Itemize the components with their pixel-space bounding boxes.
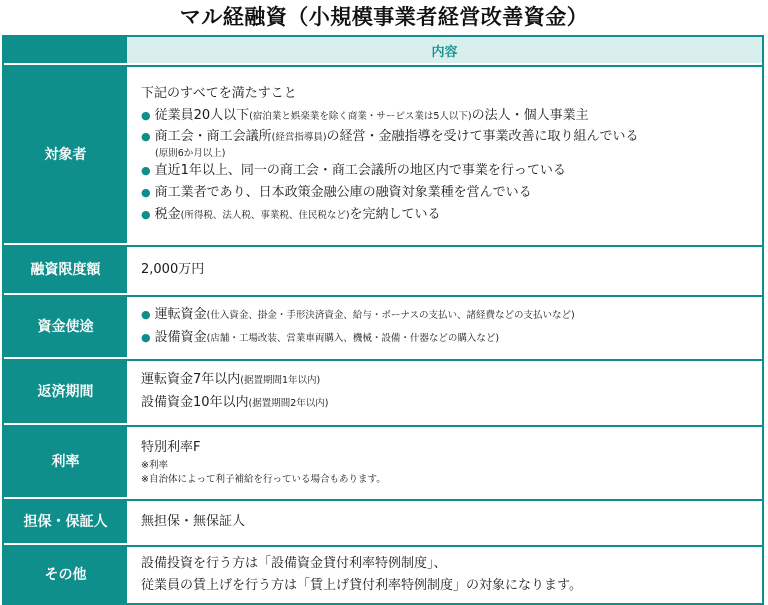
- bullet-icon: ●: [141, 186, 151, 199]
- bullet-icon: ●: [141, 308, 151, 321]
- row-label-limit: 融資限度額: [4, 245, 127, 293]
- row-value-limit: [127, 245, 762, 293]
- row-value-other: [127, 545, 762, 603]
- row-label-usage: 資金使途: [4, 295, 127, 357]
- row-value-rate: [127, 425, 762, 497]
- bullet-icon: ●: [141, 331, 151, 344]
- list-item: ● 商工業者であり、日本政策金融公庫の融資対象業種を営んでいる: [141, 185, 532, 200]
- row-label-rate: 利率: [4, 425, 127, 497]
- row-value-target: [127, 65, 762, 243]
- bullet-icon: ●: [141, 109, 151, 122]
- row-value-usage: [127, 295, 762, 357]
- table-row-target: [4, 63, 762, 243]
- table-row-other: [4, 543, 762, 603]
- bullet-icon: ●: [141, 130, 151, 143]
- table-row-repayment: [4, 357, 762, 423]
- table-header-row: [4, 37, 762, 63]
- list-item: ● 直近1年以上、同一の商工会・商工会議所の地区内で事業を行っている: [141, 163, 566, 178]
- other-line: 従業員の賃上げを行う方は「賃上げ貸付利率特例制度」の対象になります。: [141, 578, 582, 593]
- rate-note: ※利率: [141, 460, 168, 471]
- page-title: マル経融資（小規模事業者経営改善資金）: [179, 5, 589, 29]
- list-item-subnote: (原則6か月以上): [155, 148, 226, 159]
- list-item: ● 運転資金(仕入資金、掛金・手形決済資金、給与・ボーナスの支払い、諸経費などの支払いなど): [141, 307, 575, 322]
- content-header-label: 内容: [431, 44, 458, 60]
- table-row-usage: [4, 293, 762, 357]
- table-row-rate: [4, 423, 762, 497]
- row-value-repayment: [127, 359, 762, 423]
- row-label-target: 対象者: [4, 65, 127, 243]
- bullet-icon: ●: [141, 208, 151, 221]
- repayment-line: 設備資金10年以内(据置期間2年以内): [141, 395, 329, 410]
- row-label-guarantee: 担保・保証人: [4, 499, 127, 543]
- loan-info-table: [2, 35, 764, 605]
- header-blank-cell: [4, 37, 127, 63]
- table-row-guarantee: [4, 497, 762, 543]
- rate-note: ※自治体によって利子補給を行っている場合もあります。: [141, 474, 386, 485]
- other-line: 設備投資を行う方は「設備資金貸付利率特例制度」、: [141, 556, 447, 571]
- list-item: ● 税金(所得税、法人税、事業税、住民税など)を完納している: [141, 207, 441, 222]
- list-item: ● 設備資金(店舗・工場改装、営業車両購入、機械・設備・什器などの購入など): [141, 330, 500, 345]
- repayment-line: 運転資金7年以内(据置期間1年以内): [141, 372, 321, 387]
- row-label-repayment: 返済期間: [4, 359, 127, 423]
- limit-amount: 2,000万円: [141, 262, 205, 277]
- list-item: ● 商工会・商工会議所(経営指導員)の経営・金融指導を受けて事業改善に取り組んでいる: [141, 129, 639, 144]
- row-value-guarantee: [127, 499, 762, 543]
- bullet-icon: ●: [141, 164, 151, 177]
- rate-value: 特別利率F: [141, 440, 201, 455]
- table-row-limit: [4, 243, 762, 293]
- header-content-cell: [127, 37, 762, 63]
- row-label-other: その他: [4, 545, 127, 603]
- list-item: ● 従業員20人以下(宿泊業と娯楽業を除く商業・サービス業は5人以下)の法人・個人事業主: [141, 108, 589, 123]
- guarantee-value: 無担保・無保証人: [141, 514, 246, 529]
- target-intro: 下記のすべてを満たすこと: [141, 86, 297, 101]
